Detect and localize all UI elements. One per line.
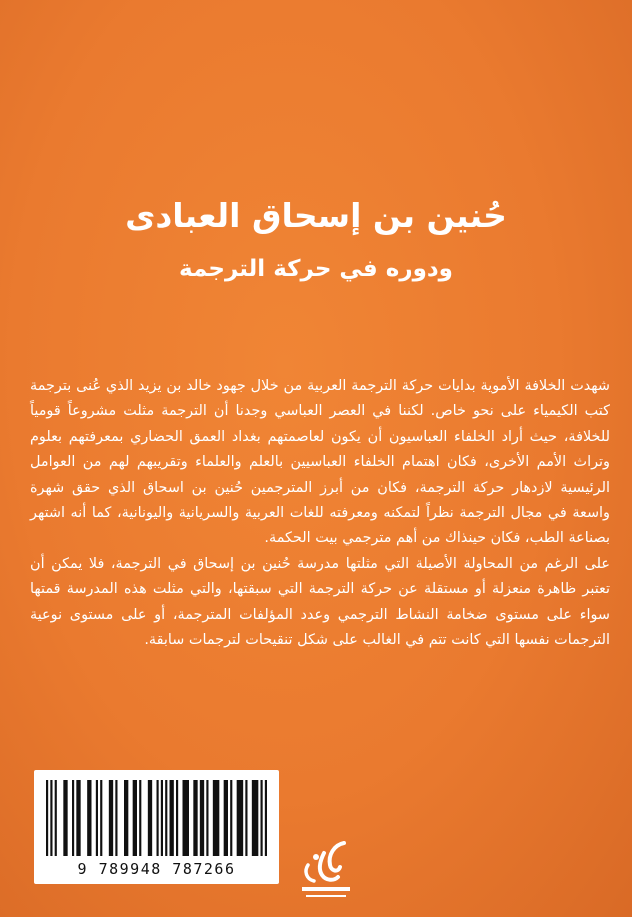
book-title: حُنين بن إسحاق العبادى bbox=[125, 196, 507, 235]
book-subtitle: ودوره في حركة الترجمة bbox=[179, 256, 453, 282]
barcode-bars-icon bbox=[46, 780, 267, 856]
isbn-barcode bbox=[34, 770, 279, 884]
blurb-paragraph-1: شهدت الخلافة الأموية بدايات حركة الترجمة العربية من خلال جهود خالد بن يزيد الذي عُنى بترجمة كتب الكيمياء على نحو خاص. لكننا في العصر العباسي وجدنا أن الترجمة مثلت مشروعاً قومياً للخلافة، حيث أراد الخلفاء العباسيون أن يكون لعاصمتهم بغداد العمق الحضاري بمعرفتهم بعلوم وتراث الأمم الأخرى، فكان اهتمام الخلفاء العباسيين بالعلم والعلماء وتقريبهم لهم من العوامل الرئيسية لازدهار حركة الترجمة، فكان من أبرز المترجمين حُنين بن اسحاق الذي حقق شهرة واسعة في مجال الترجمة نظراً لتمكنه ومعرفته للغات العربية والسريانية واليونانية، كما أنه اشتهر بصناعة الطب، فكان حينذاك من أهم مترجمي بيت الحكمة. bbox=[30, 378, 610, 547]
blurb bbox=[30, 374, 610, 653]
publisher-logo-icon bbox=[294, 835, 358, 905]
blurb-paragraph-2: على الرغم من المحاولة الأصيلة التي مثلتها مدرسة حُنين بن إسحاق في الترجمة، فلا يمكن أن تعتبر ظاهرة منعزلة أو مستقلة عن حركة الترجمة التي سبقتها، والتي مثلت هذه المدرسة قمتها سواء على مستوى ضخامة النشاط الترجمي وعدد المؤلفات المترجمة، أو على مستوى نوعية الترجمات نفسها التي كانت تتم في الغالب على شكل تنقيحات لترجمات سابقة. bbox=[30, 555, 610, 649]
barcode-number: 9 789948 787266 bbox=[77, 860, 236, 878]
